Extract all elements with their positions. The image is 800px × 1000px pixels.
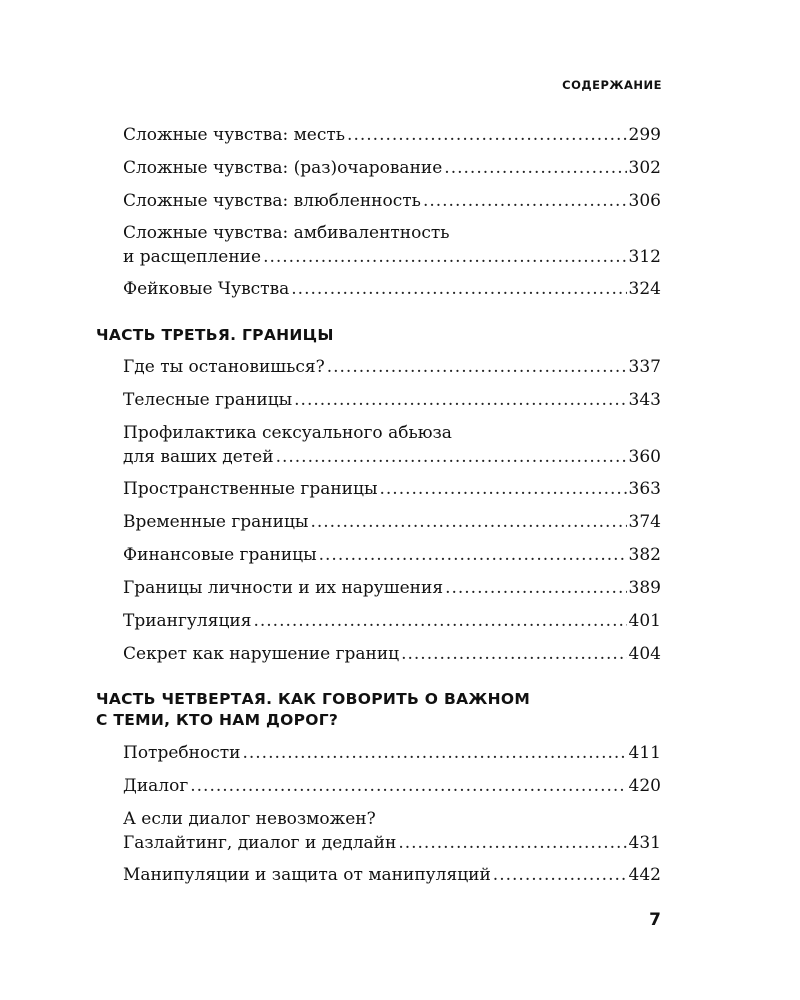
page-number: 7 <box>649 910 661 930</box>
toc-entry[interactable] <box>123 221 661 269</box>
toc-entry-title: и расщепление <box>123 247 262 267</box>
dot-leader <box>379 477 626 501</box>
toc-entry[interactable] <box>123 774 661 798</box>
toc-entry-page: 363 <box>628 479 661 499</box>
toc-entry[interactable] <box>123 156 661 180</box>
dot-leader <box>310 510 626 534</box>
part-heading-line1: ЧАСТЬ ЧЕТВЕРТАЯ. КАК ГОВОРИТЬ О ВАЖНОМ <box>96 690 531 708</box>
toc-entry-title: Временные границы <box>123 512 309 532</box>
toc-entry[interactable] <box>123 277 661 301</box>
toc-entry[interactable] <box>123 741 661 765</box>
toc-entry-page: 374 <box>628 512 661 532</box>
toc-entry-page: 324 <box>628 279 661 299</box>
toc-entry[interactable] <box>123 421 661 469</box>
toc-entry[interactable] <box>123 355 661 379</box>
toc-entry-title: Границы личности и их нарушения <box>123 578 444 598</box>
toc-entry-title: Фейковые Чувства <box>123 279 290 299</box>
dot-leader <box>444 156 626 180</box>
toc-entry[interactable] <box>123 807 661 855</box>
toc-entry-title: Диалог <box>123 776 189 796</box>
dot-leader <box>327 355 627 379</box>
toc-entry-page: 306 <box>628 191 661 211</box>
dot-leader <box>276 445 627 469</box>
toc-entry-title-line1: Сложные чувства: амбивалентность <box>123 223 450 243</box>
toc-entry-title: Потребности <box>123 743 241 763</box>
dot-leader <box>294 388 626 412</box>
toc-entry-title: Сложные чувства: месть <box>123 125 346 145</box>
toc-entry-title: Сложные чувства: (раз)очарование <box>123 158 443 178</box>
toc-entry[interactable] <box>123 642 661 666</box>
toc-entry-title: Газлайтинг, диалог и дедлайн <box>123 833 397 853</box>
toc-entry-title: Финансовые границы <box>123 545 317 565</box>
dot-leader <box>493 863 627 887</box>
toc-entry-title: для ваших детей <box>123 447 274 467</box>
toc-entry-title: Сложные чувства: влюбленность <box>123 191 421 211</box>
running-head: СОДЕРЖАНИЕ <box>562 78 662 92</box>
toc-entry[interactable] <box>123 863 661 887</box>
toc-entry-title: Телесные границы <box>123 390 293 410</box>
toc-entry-page: 420 <box>628 776 661 796</box>
toc-entry[interactable] <box>123 576 661 600</box>
toc-entry-page: 302 <box>628 158 661 178</box>
toc-entry[interactable] <box>123 477 661 501</box>
dot-leader <box>347 123 627 147</box>
toc-entry[interactable] <box>123 609 661 633</box>
dot-leader <box>263 245 626 269</box>
dot-leader <box>242 741 626 765</box>
dot-leader <box>423 189 627 213</box>
toc-entry[interactable] <box>123 543 661 567</box>
dot-leader <box>445 576 626 600</box>
toc-entry-page: 360 <box>628 447 661 467</box>
dot-leader <box>319 543 627 567</box>
dot-leader <box>291 277 626 301</box>
toc-entry-title: Где ты остановишься? <box>123 357 325 377</box>
toc-entry-page: 299 <box>628 125 661 145</box>
dot-leader <box>398 831 626 855</box>
dot-leader <box>190 774 626 798</box>
toc-entry-page: 431 <box>628 833 661 853</box>
toc-entry-page: 404 <box>628 644 661 664</box>
toc-entry-title: Пространственные границы <box>123 479 378 499</box>
toc-entry-page: 411 <box>628 743 661 763</box>
toc-entry-page: 442 <box>628 865 661 885</box>
toc-entry-page: 343 <box>628 390 661 410</box>
toc-entry-page: 382 <box>628 545 661 565</box>
toc-entry[interactable] <box>123 388 661 412</box>
part-heading: ЧАСТЬ ТРЕТЬЯ. ГРАНИЦЫ <box>96 326 334 344</box>
dot-leader <box>401 642 626 666</box>
toc-entry[interactable] <box>123 510 661 534</box>
toc-entry-title-line1: А если диалог невозможен? <box>123 809 376 829</box>
toc-entry-title-line1: Профилактика сексуального абьюза <box>123 423 452 443</box>
toc-entry-page: 389 <box>628 578 661 598</box>
toc-entry-title: Секрет как нарушение границ <box>123 644 400 664</box>
toc-entry[interactable] <box>123 123 661 147</box>
part-heading <box>96 689 656 731</box>
toc-entry-title: Манипуляции и защита от манипуляций <box>123 865 491 885</box>
toc-entry-page: 312 <box>628 247 661 267</box>
toc-entry-page: 401 <box>628 611 661 631</box>
toc-entry-title: Триангуляция <box>123 611 252 631</box>
part-heading-line2: С ТЕМИ, КТО НАМ ДОРОГ? <box>96 711 339 729</box>
toc-entry[interactable] <box>123 189 661 213</box>
dot-leader <box>253 609 626 633</box>
toc-entry-page: 337 <box>628 357 661 377</box>
